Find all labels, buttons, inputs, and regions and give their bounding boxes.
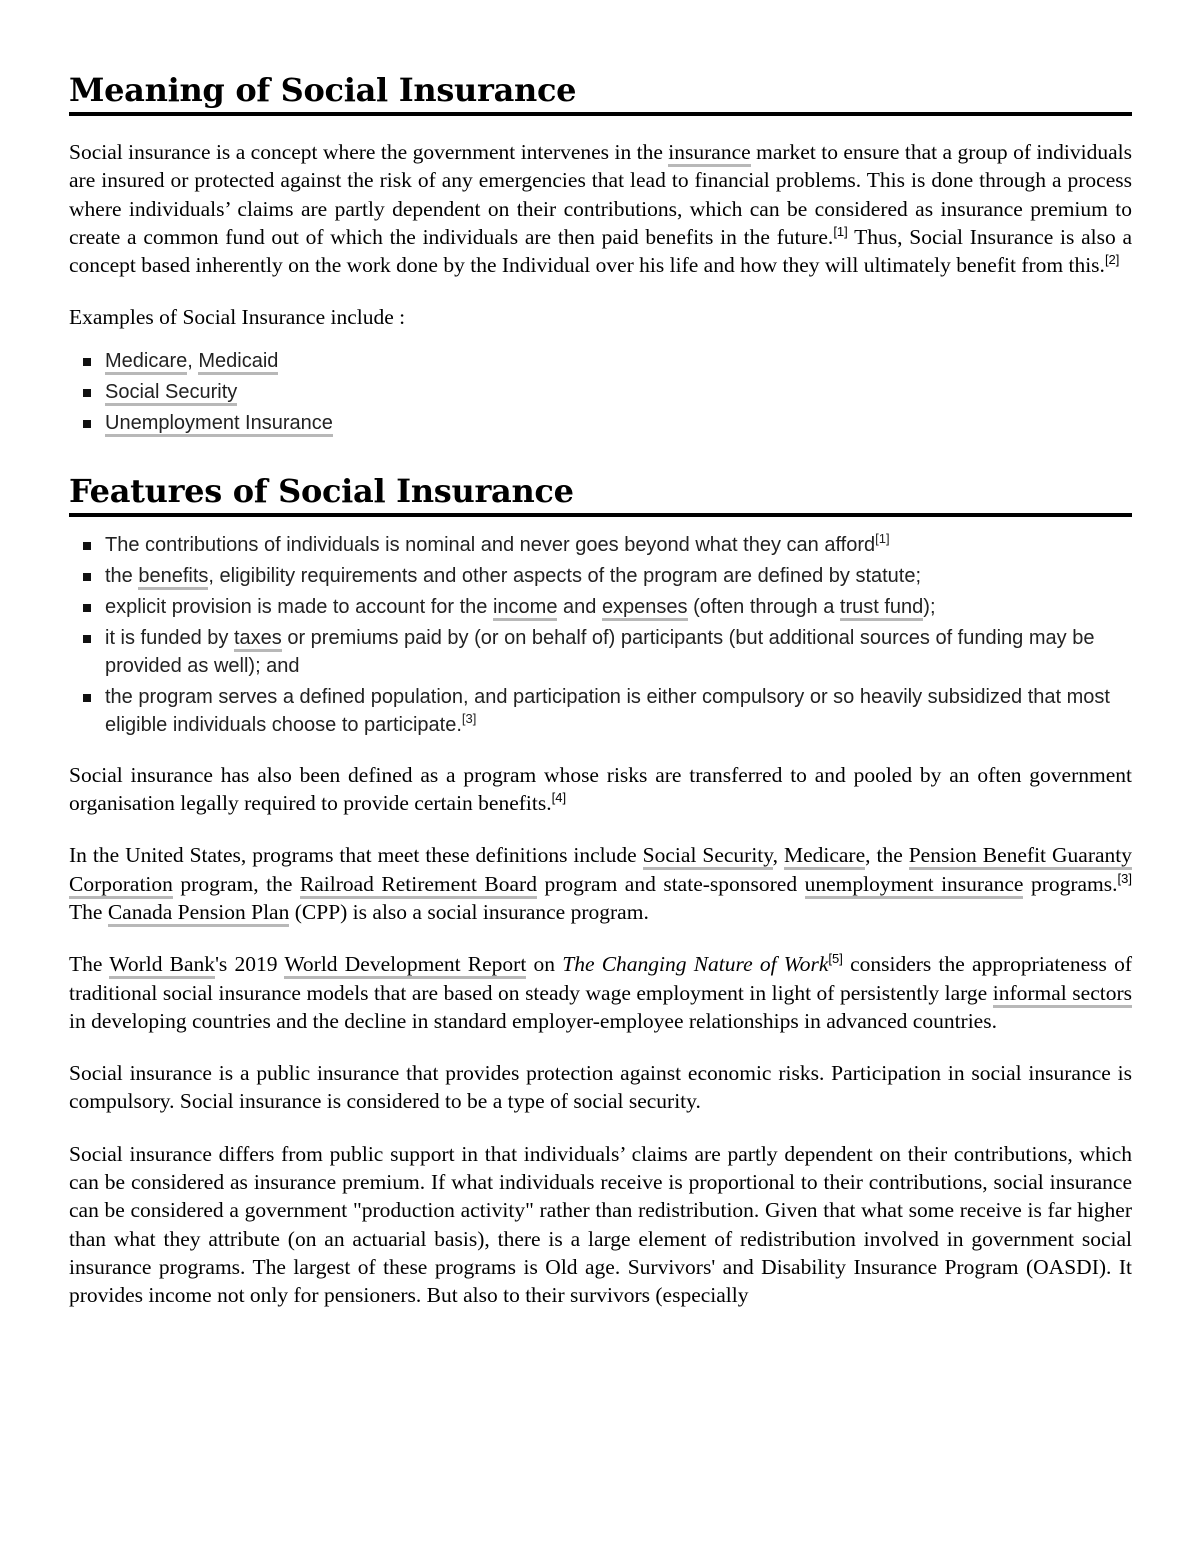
link-social-security[interactable]: Social Security bbox=[643, 843, 773, 870]
paragraph-united-states: In the United States, programs that meet these definitions include Social Security, Medicare, the Pension Benefit Guaranty Corporation program, the Railroad Retirement Board program and state-sponsored unemployment insurance programs.[3] The Canada Pension Plan (CPP) is also a social insurance program. bbox=[69, 841, 1132, 926]
link-social-security[interactable]: Social Security bbox=[105, 381, 237, 406]
link-benefits[interactable]: benefits bbox=[138, 565, 208, 590]
link-world-development-report[interactable]: World Development Report bbox=[284, 952, 526, 979]
features-list bbox=[69, 531, 1132, 739]
link-unemployment-insurance[interactable]: Unemployment Insurance bbox=[105, 412, 333, 437]
citation-1[interactable]: [1] bbox=[875, 530, 890, 546]
link-world-bank[interactable]: World Bank bbox=[109, 952, 215, 979]
link-railroad-retirement-board[interactable]: Railroad Retirement Board bbox=[300, 872, 537, 899]
paragraph-differs: Social insurance differs from public support in that individuals’ claims are partly dependent on their contributions, which can be considered as insurance premium. If what individuals receive is proportional to their contributions, social insurance can be considered a government "production activity" rather than redistribution. Given that what some receive is far higher than what they attribute (on an actuarial basis), there is a large element of redistribution involved in government social insurance programs. The largest of these programs is Old age. Survivors' and Disability Insurance Program (OASDI). It provides income not only for pensioners. But also to their survivors (especially bbox=[69, 1141, 1132, 1308]
link-medicare[interactable]: Medicare bbox=[105, 350, 187, 375]
citation-3[interactable]: [3] bbox=[1117, 870, 1132, 886]
citation-2[interactable]: [2] bbox=[1104, 252, 1120, 268]
paragraph-public-insurance: Social insurance is a public insurance that provides protection against economic risks. Participation in social insurance is compulsory. Social insurance is considered to be a type of social security. bbox=[69, 1061, 1132, 1114]
list-item: the benefits, eligibility requirements and other aspects of the program are defined by statute; bbox=[105, 562, 1132, 590]
link-income[interactable]: income bbox=[493, 596, 557, 621]
examples-list bbox=[69, 346, 1132, 439]
link-pbgc[interactable]: Pension Benefit Guaranty Corporation bbox=[69, 843, 1132, 898]
list-item: explicit provision is made to account for the income and expenses (often through a trust fund); bbox=[105, 593, 1132, 621]
link-expenses[interactable]: expenses bbox=[602, 596, 688, 621]
list-item: The contributions of individuals is nominal and never goes beyond what they can afford[1] bbox=[105, 531, 1132, 559]
heading-meaning: Meaning of Social Insurance bbox=[69, 70, 1132, 116]
link-medicaid[interactable]: Medicaid bbox=[198, 350, 278, 375]
list-item: it is funded by taxes or premiums paid by (or on behalf of) participants (but additional sources of funding may be provided as well); and bbox=[105, 624, 1132, 680]
link-trust-fund[interactable]: trust fund bbox=[840, 596, 923, 621]
citation-4[interactable]: [4] bbox=[551, 790, 567, 806]
citation-5[interactable]: [5] bbox=[828, 951, 843, 967]
examples-intro: Examples of Social Insurance include : bbox=[69, 305, 406, 330]
link-unemployment-insurance[interactable]: unemployment insurance bbox=[805, 872, 1024, 899]
paragraph-defined: Social insurance has also been defined as a program whose risks are transferred to and pooled by an often government organisation legally required to provide certain benefits.[4] bbox=[69, 762, 1132, 816]
link-taxes[interactable]: taxes bbox=[234, 627, 282, 652]
paragraph-meaning: Social insurance is a concept where the government intervenes in the insurance market to ensure that a group of individuals are insured or protected against the risk of any emergencies that lead to financial problems. This is done through a process where individuals’ claims are partly dependent on their contributions, which can be considered as insurance premium to create a common fund out of which the individuals are then paid benefits in the future.[1] Thus, Social Insurance is also a concept based inherently on the work done by the Individual over his life and how they will ultimately benefit from this.[2] bbox=[69, 140, 1132, 278]
report-title: The Changing Nature of Work bbox=[562, 952, 829, 977]
list-item bbox=[105, 408, 1132, 439]
paragraph-world-bank: The World Bank's 2019 World Development Report on The Changing Nature of Work[5] considers the appropriateness of traditional social insurance models that are based on steady wage employment in light of persistently large informal sectors in developing countries and the decline in standard employer-employee relationships in advanced countries. bbox=[69, 951, 1132, 1033]
list-item: Medicare, Medicaid bbox=[105, 346, 1132, 377]
link-insurance[interactable]: insurance bbox=[668, 140, 750, 167]
citation-1[interactable]: [1] bbox=[833, 223, 848, 239]
link-informal-sectors[interactable]: informal sectors bbox=[993, 981, 1132, 1008]
link-medicare[interactable]: Medicare bbox=[784, 843, 865, 870]
list-item: the program serves a defined population, and participation is either compulsory or so heavily subsidized that most eligible individuals choose to participate.[3] bbox=[105, 683, 1132, 739]
document-page bbox=[69, 70, 1132, 1310]
heading-features: Features of Social Insurance bbox=[69, 471, 1132, 517]
citation-3[interactable]: [3] bbox=[461, 710, 477, 726]
list-item bbox=[105, 377, 1132, 408]
link-canada-pension-plan[interactable]: Canada Pension Plan bbox=[108, 900, 290, 927]
